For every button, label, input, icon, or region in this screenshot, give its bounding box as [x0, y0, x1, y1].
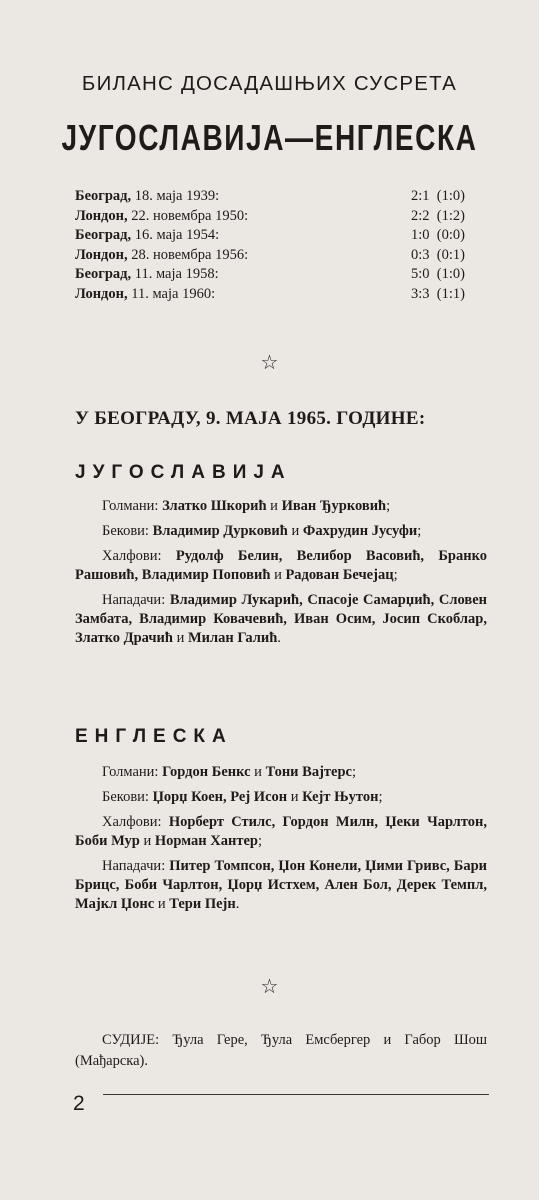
- conjunction: и: [139, 833, 155, 849]
- results-list: [75, 187, 487, 304]
- result-date: [75, 226, 411, 246]
- player-names: Норман Хантер: [154, 833, 258, 849]
- player-names: Џорџ Коен, Реј Исон: [152, 789, 288, 805]
- result-date: [75, 187, 411, 207]
- referees-line: [75, 1030, 487, 1072]
- lineup-forwards: [75, 591, 487, 648]
- player-names: Иван Ђурковић: [281, 498, 387, 514]
- player-names: Питер Томпсон, Џон Конели, Џими Гривс, Бари Брицс, Боби Чарлтон, Џорџ Истхем, Ален Бол, Дерек Темпл, Мајкл Џонс: [75, 858, 487, 912]
- result-date-text: 11. маја 1960:: [127, 285, 216, 302]
- result-date: [75, 246, 411, 266]
- player-names: Тери Пејн: [169, 896, 236, 912]
- punctuation: ;: [378, 789, 383, 805]
- result-row: [75, 207, 487, 227]
- lineup-halfbacks: [75, 813, 487, 851]
- role-label: Голмани:: [102, 498, 163, 514]
- result-date-text: 16. маја 1954:: [131, 227, 220, 243]
- result-date-text: 18. маја 1939:: [131, 188, 220, 204]
- result-date: [75, 265, 411, 285]
- lineup-england: [75, 763, 487, 920]
- result-row: [75, 226, 487, 246]
- player-names: Радован Бечејац: [285, 567, 394, 583]
- player-names: Фахрудин Јусуфи: [302, 523, 418, 539]
- lineup-backs: [75, 788, 487, 807]
- role-label: Бекови:: [102, 523, 153, 539]
- result-place: Београд,: [75, 188, 132, 204]
- punctuation: ;: [386, 498, 391, 514]
- role-label: Бекови:: [102, 789, 153, 805]
- match-date-heading: У БЕОГРАДУ, 9. МАЈА 1965. ГОДИНЕ:: [75, 408, 426, 429]
- result-score: 3:3 (1:1): [411, 285, 465, 302]
- footer-rule: [103, 1094, 489, 1095]
- result-date-text: 11. маја 1958:: [131, 266, 219, 282]
- result-place: Лондон,: [75, 285, 128, 302]
- result-place: Београд,: [75, 227, 132, 243]
- conjunction: и: [154, 896, 170, 912]
- result-date-text: 28. новембра 1956:: [127, 246, 249, 263]
- star-separator-icon: ☆: [260, 976, 279, 998]
- result-score: 2:1 (1:0): [411, 188, 465, 204]
- conjunction: и: [250, 764, 266, 780]
- result-date: [75, 207, 411, 227]
- page-number: 2: [73, 1092, 85, 1115]
- conjunction: и: [287, 523, 303, 539]
- lineup-halfbacks: [75, 547, 487, 585]
- conjunction: и: [172, 630, 188, 646]
- player-names: Тони Вајтерс: [265, 764, 352, 780]
- result-date-text: 22. новембра 1950:: [127, 207, 249, 224]
- player-names: Кејт Њутон: [302, 789, 379, 805]
- punctuation: ;: [351, 764, 357, 780]
- result-score: 1:0 (0:0): [411, 227, 465, 243]
- player-names: Рудолф Белин, Велибор Васовић, Бранко Рашовић, Владимир Поповић: [75, 548, 487, 583]
- result-row: [75, 265, 487, 285]
- lineup-goalkeepers: [75, 497, 487, 516]
- punctuation: ;: [257, 833, 263, 849]
- matchup-title: ЈУГОСЛАВИЈА—ЕНГЛЕСКА: [61, 117, 478, 158]
- role-label: Нападачи:: [102, 592, 170, 608]
- role-label: Халфови:: [102, 814, 169, 830]
- conjunction: и: [270, 567, 286, 583]
- lineup-backs: [75, 522, 487, 541]
- punctuation: ;: [417, 523, 422, 539]
- punctuation: .: [235, 896, 240, 912]
- page-heading: БИЛАНС ДОСАДАШЊИХ СУСРЕТА: [81, 72, 458, 95]
- player-names: Владимир Дурковић: [152, 523, 288, 539]
- conjunction: и: [266, 498, 282, 514]
- result-date: [75, 285, 411, 305]
- conjunction: и: [287, 789, 303, 805]
- player-names: Златко Шкорић: [162, 498, 267, 514]
- result-place: Лондон,: [75, 246, 128, 263]
- result-row: [75, 187, 487, 207]
- result-place: Лондон,: [75, 207, 128, 224]
- team-name-yugoslavia: ЈУГОСЛАВИЈА: [75, 462, 292, 483]
- result-score: 2:2 (1:2): [411, 207, 465, 224]
- result-row: [75, 246, 487, 266]
- team-name-england: ЕНГЛЕСКА: [75, 726, 233, 747]
- punctuation: .: [277, 630, 281, 646]
- player-names: Милан Галић: [187, 630, 278, 646]
- role-label: Голмани:: [102, 764, 163, 780]
- result-row: [75, 285, 487, 305]
- lineup-yugoslavia: [75, 497, 487, 654]
- star-separator-icon: ☆: [260, 352, 279, 374]
- role-label: Нападачи:: [102, 858, 170, 874]
- player-names: Норберт Стилс, Гордон Милн, Џеки Чарлтон, Боби Мур: [75, 814, 487, 849]
- result-score: 0:3 (0:1): [411, 246, 465, 263]
- player-names: Гордон Бенкс: [162, 764, 251, 780]
- result-score: 5:0 (1:0): [411, 266, 465, 282]
- referees-text: СУДИЈЕ: Ђула Гере, Ђула Емсбергер и Габор Шош (Мађарска).: [75, 1032, 487, 1069]
- lineup-forwards: [75, 857, 487, 914]
- role-label: Халфови:: [102, 548, 176, 564]
- lineup-goalkeepers: [75, 763, 487, 782]
- player-names: Владимир Лукарић, Спасоје Самарџић, Словен Замбата, Владимир Ковачевић, Иван Осим, Јосип Скоблар, Златко Драчић: [75, 592, 487, 646]
- result-place: Београд,: [75, 266, 132, 282]
- punctuation: ;: [393, 567, 398, 583]
